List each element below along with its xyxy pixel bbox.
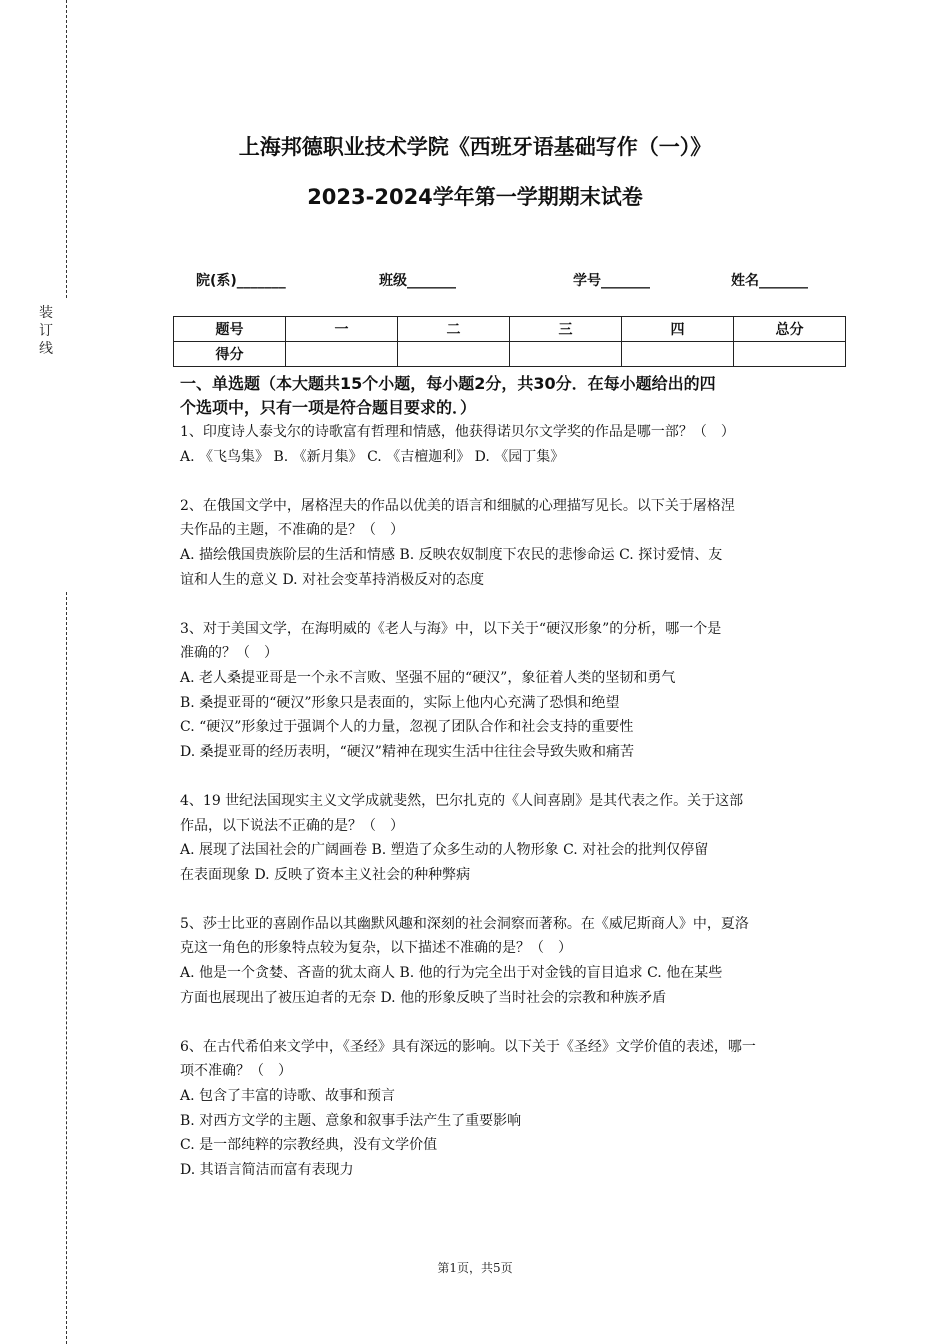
section-heading-line: 个选项中，只有一项是符合题目要求的．） [180, 398, 477, 417]
table-cell: 得分 [174, 342, 286, 367]
table-cell: 一 [286, 317, 398, 342]
score-cell[interactable] [734, 342, 846, 367]
question-list [180, 420, 840, 1207]
question-3 [180, 617, 840, 765]
section-heading [180, 372, 840, 420]
question-line: 准确的？（ ） [180, 645, 278, 662]
question-1 [180, 420, 840, 469]
binding-char: 订 [39, 323, 53, 339]
section-heading-line: 一、单选题（本大题共15个小题，每小题2分，共30分．在每小题给出的四 [180, 374, 716, 393]
question-line: 3、对于美国文学，在海明威的《老人与海》中，以下关于“硬汉形象”的分析，哪一个是 [180, 620, 722, 637]
table-cell: 总分 [734, 317, 846, 342]
score-table-header-row [174, 317, 846, 342]
question-line: A. 描绘俄国贵族阶层的生活和情感 B. 反映农奴制度下农民的悲惨命运 C. 探讨爱情、友 [180, 546, 723, 563]
student-info-row [0, 270, 950, 292]
question-line: 方面也展现出了被压迫者的无奈 D. 他的形象反映了当时社会的宗教和种族矛盾 [180, 989, 667, 1006]
question-line: 2、在俄国文学中，屠格涅夫的作品以优美的语言和细腻的心理描写见长。以下关于屠格涅 [180, 497, 735, 514]
score-cell[interactable] [398, 342, 510, 367]
score-table-score-row [174, 342, 846, 367]
question-line: A. 《飞鸟集》 B. 《新月集》 C. 《吉檀迦利》 D. 《园丁集》 [180, 448, 565, 465]
question-line: A. 他是一个贪婪、吝啬的犹太商人 B. 他的行为完全出于对金钱的盲目追求 C. 他在某些 [180, 965, 723, 982]
question-line: C. 是一部纯粹的宗教经典，没有文学价值 [180, 1137, 438, 1154]
score-cell[interactable] [510, 342, 622, 367]
binding-line-bottom [66, 592, 67, 1344]
department-field[interactable]: 院(系)_______ [196, 273, 286, 289]
question-5 [180, 912, 840, 1010]
binding-char: 装 [39, 305, 53, 321]
question-line: 克这一角色的形象特点较为复杂，以下描述不准确的是？（ ） [180, 940, 572, 957]
table-cell: 三 [510, 317, 622, 342]
exam-title-line2: 2023-2024学年第一学期期末试卷 [307, 185, 643, 209]
question-line: B. 桑提亚哥的“硬汉”形象只是表面的，实际上他内心充满了恐惧和绝望 [180, 694, 620, 711]
question-line: A. 老人桑提亚哥是一个永不言败、坚强不屈的“硬汉”，象征着人类的坚韧和勇气 [180, 669, 676, 686]
question-line: C. “硬汉”形象过于强调个人的力量，忽视了团队合作和社会支持的重要性 [180, 719, 634, 736]
table-cell: 二 [398, 317, 510, 342]
score-cell[interactable] [286, 342, 398, 367]
student-id-field[interactable]: 学号_______ [573, 273, 650, 289]
name-field[interactable]: 姓名_______ [731, 273, 808, 289]
binding-char: 线 [39, 341, 53, 357]
question-4 [180, 789, 840, 887]
table-cell: 题号 [174, 317, 286, 342]
question-line: 项不准确？（ ） [180, 1063, 292, 1080]
question-2 [180, 494, 840, 592]
score-table [173, 316, 846, 367]
question-line: 4、19 世纪法国现实主义文学成就斐然，巴尔扎克的《人间喜剧》是其代表之作。关于这部 [180, 792, 744, 809]
exam-title-line1: 上海邦德职业技术学院《西班牙语基础写作（一）》 [238, 135, 712, 159]
question-line: 夫作品的主题，不准确的是？（ ） [180, 522, 404, 539]
question-line: A. 包含了丰富的诗歌、故事和预言 [180, 1088, 396, 1105]
class-field[interactable]: 班级_______ [379, 273, 456, 289]
question-line: D. 其语言简洁而富有表现力 [180, 1161, 354, 1178]
question-line: 作品，以下说法不正确的是？（ ） [180, 817, 404, 834]
question-line: 1、印度诗人泰戈尔的诗歌富有哲理和情感，他获得诺贝尔文学奖的作品是哪一部？（ ） [180, 424, 735, 440]
question-line: D. 桑提亚哥的经历表明，“硬汉”精神在现实生活中往往会导致失败和痛苦 [180, 743, 634, 760]
question-line: 5、莎士比亚的喜剧作品以其幽默风趣和深刻的社会洞察而著称。在《威尼斯商人》中，夏洛 [180, 915, 749, 932]
question-line: 6、在古代希伯来文学中，《圣经》具有深远的影响。以下关于《圣经》文学价值的表述，哪一 [180, 1038, 756, 1055]
question-line: 谊和人生的意义 D. 对社会变革持消极反对的态度 [180, 571, 485, 588]
question-6 [180, 1035, 840, 1183]
question-line: B. 对西方文学的主题、意象和叙事手法产生了重要影响 [180, 1112, 522, 1129]
question-line: A. 展现了法国社会的广阔画卷 B. 塑造了众多生动的人物形象 C. 对社会的批判仅停留 [180, 842, 709, 859]
page-footer: 第1页，共5页 [437, 1261, 513, 1275]
binding-label [36, 304, 56, 358]
table-cell: 四 [622, 317, 734, 342]
score-cell[interactable] [622, 342, 734, 367]
question-line: 在表面现象 D. 反映了资本主义社会的种种弊病 [180, 866, 471, 883]
